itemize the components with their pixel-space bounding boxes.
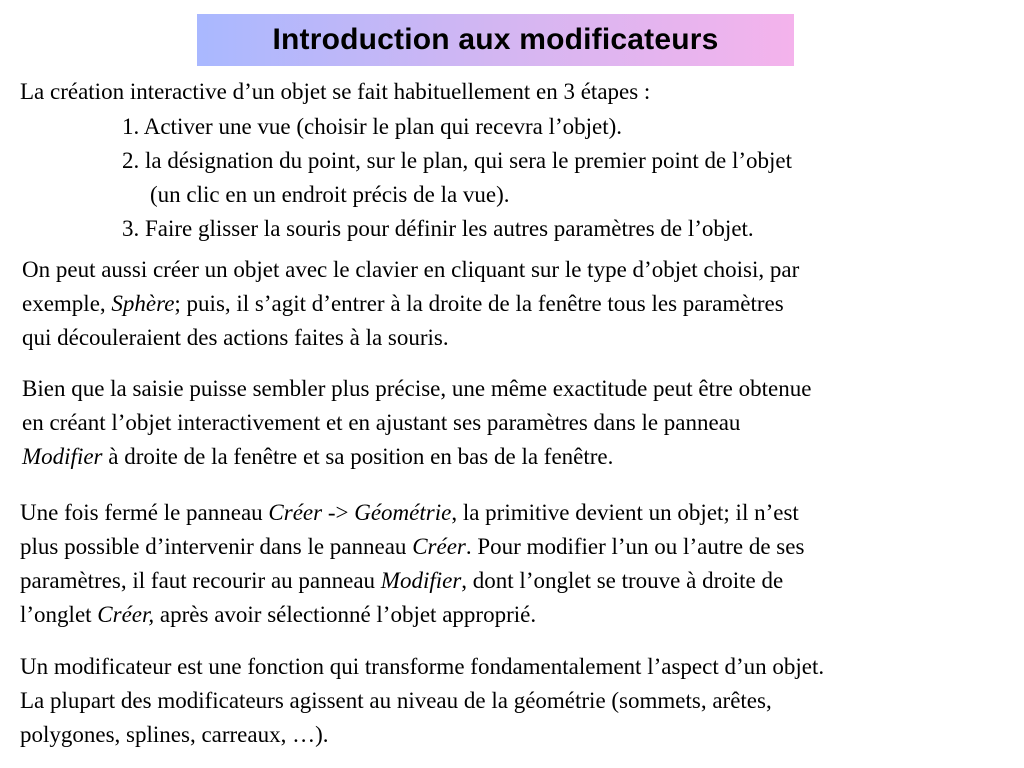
step-2-continuation: (un clic en un endroit précis de la vue). xyxy=(150,182,510,207)
slide-title-banner xyxy=(197,14,794,66)
emphasis-modifier: Modifier xyxy=(380,568,462,593)
step-2: 2. la désignation du point, sur le plan, qui sera le premier point de l’objet xyxy=(122,148,793,173)
text-segment: , la primitive devient un objet; il n’est xyxy=(451,500,799,525)
slide-title: Introduction aux modificateurs xyxy=(272,23,719,56)
panel-paragraph-line-3 xyxy=(20,564,783,598)
text-segment: l’onglet xyxy=(20,602,98,627)
emphasis-creer: Créer xyxy=(268,500,323,525)
panel-paragraph-line-1 xyxy=(20,496,799,530)
keyboard-paragraph-line-2 xyxy=(22,287,784,321)
precision-paragraph-line-3 xyxy=(22,440,613,474)
text-segment: ; puis, il s’agit d’entrer à la droite de la fenêtre tous les paramètres xyxy=(174,291,784,316)
keyboard-paragraph-line-3: qui découleraient des actions faites à la souris. xyxy=(22,325,449,350)
intro-lead: La création interactive d’un objet se fait habituellement en 3 étapes : xyxy=(20,79,651,104)
step-1: 1. Activer une vue (choisir le plan qui recevra l’objet). xyxy=(122,114,623,139)
step-3: 3. Faire glisser la souris pour définir les autres paramètres de l’objet. xyxy=(122,216,754,241)
text-segment: . Pour modifier l’un ou l’autre de ses xyxy=(465,534,805,559)
emphasis-creer: Créer xyxy=(412,534,466,559)
emphasis-creer: Créer, xyxy=(97,602,155,627)
precision-paragraph-line-1: Bien que la saisie puisse sembler plus précise, une même exactitude peut être obtenue xyxy=(22,376,812,401)
text-segment: plus possible d’intervenir dans le panneau xyxy=(20,534,413,559)
text-segment: Une fois fermé le panneau xyxy=(20,500,269,525)
text-segment: paramètres, il faut recourir au panneau xyxy=(20,568,381,593)
text-segment: après avoir sélectionné l’objet approprié. xyxy=(154,602,537,627)
panel-paragraph-line-4 xyxy=(20,598,536,632)
precision-paragraph-line-2: en créant l’objet interactivement et en ajustant ses paramètres dans le panneau xyxy=(22,410,741,435)
text-segment: , dont l’onglet se trouve à droite de xyxy=(461,568,784,593)
text-segment: -> xyxy=(322,500,355,525)
emphasis-sphere: Sphère xyxy=(111,291,175,316)
text-segment: à droite de la fenêtre et sa position en bas de la fenêtre. xyxy=(102,444,614,469)
modifier-paragraph-line-2: La plupart des modificateurs agissent au niveau de la géométrie (sommets, arêtes, xyxy=(20,688,772,713)
modifier-paragraph-line-1: Un modificateur est une fonction qui transforme fondamentalement l’aspect d’un objet. xyxy=(20,654,825,679)
text-segment: exemple, xyxy=(22,291,112,316)
keyboard-paragraph-line-1: On peut aussi créer un objet avec le clavier en cliquant sur le type d’objet choisi, par xyxy=(22,257,800,282)
modifier-paragraph-line-3: polygones, splines, carreaux, …). xyxy=(20,722,329,747)
emphasis-geometrie: Géométrie xyxy=(354,500,452,525)
emphasis-modifier: Modifier xyxy=(22,444,103,469)
panel-paragraph-line-2 xyxy=(20,530,804,564)
